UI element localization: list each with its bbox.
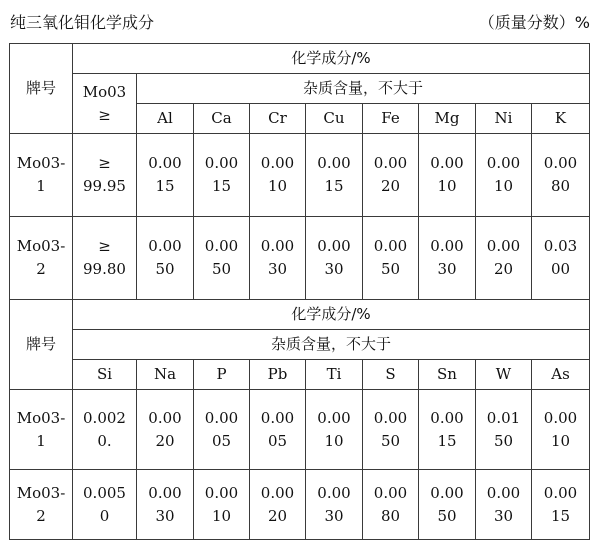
value-cell: 0.005 0 [73, 470, 137, 540]
value-cell: 0.00 20 [250, 470, 306, 540]
value-cell: 0.00 50 [194, 217, 250, 300]
grade-cell: Mo03- 2 [10, 217, 73, 300]
main-content-cell: ≥ 99.80 [73, 217, 137, 300]
value-cell: 0.00 30 [306, 217, 363, 300]
value-cell: 0.00 20 [137, 390, 194, 470]
composition-table [9, 43, 590, 540]
element-header: Ti [306, 360, 363, 390]
value-cell: 0.00 10 [476, 134, 532, 217]
grade-cell: Mo03- 2 [10, 470, 73, 540]
value-cell: 0.00 10 [306, 390, 363, 470]
value-cell: 0.00 80 [532, 134, 590, 217]
element-header: Pb [250, 360, 306, 390]
value-cell: 0.00 50 [363, 217, 419, 300]
value-cell: 0.00 30 [306, 470, 363, 540]
value-cell: 0.00 20 [363, 134, 419, 217]
element-header: Fe [363, 104, 419, 134]
main-element-header: Mo03 ≥ [73, 74, 137, 134]
value-cell: 0.01 50 [476, 390, 532, 470]
element-header: Ca [194, 104, 250, 134]
value-cell: 0.00 15 [194, 134, 250, 217]
composition-header: 化学成分/% [73, 44, 590, 74]
document-heading [10, 10, 590, 38]
element-header: P [194, 360, 250, 390]
element-header: Ni [476, 104, 532, 134]
value-cell: 0.00 10 [250, 134, 306, 217]
grade-header: 牌号 [10, 44, 73, 134]
value-cell: 0.00 15 [532, 470, 590, 540]
element-header: Sn [419, 360, 476, 390]
value-cell: 0.00 50 [363, 390, 419, 470]
value-cell: 0.00 50 [137, 217, 194, 300]
element-header: Al [137, 104, 194, 134]
table-row [10, 217, 590, 300]
composition-header: 化学成分/% [73, 300, 590, 330]
value-cell: 0.00 30 [419, 217, 476, 300]
value-cell: 0.00 15 [306, 134, 363, 217]
element-header: Cr [250, 104, 306, 134]
value-cell: 0.00 10 [419, 134, 476, 217]
document-title: 纯三氧化钼化学成分 [10, 13, 155, 32]
element-header: S [363, 360, 419, 390]
element-header: Si [73, 360, 137, 390]
value-cell: 0.00 05 [250, 390, 306, 470]
table-row [10, 134, 590, 217]
value-cell: 0.00 05 [194, 390, 250, 470]
element-header: W [476, 360, 532, 390]
impurity-header: 杂质含量，不大于 [137, 74, 590, 104]
value-cell: 0.00 80 [363, 470, 419, 540]
grade-cell: Mo03- 1 [10, 390, 73, 470]
value-cell: 0.00 20 [476, 217, 532, 300]
element-header: As [532, 360, 590, 390]
value-cell: 0.00 30 [137, 470, 194, 540]
value-cell: 0.00 10 [194, 470, 250, 540]
value-cell: 0.00 10 [532, 390, 590, 470]
value-cell: 0.00 15 [419, 390, 476, 470]
element-header: Cu [306, 104, 363, 134]
main-content-cell: ≥ 99.95 [73, 134, 137, 217]
grade-cell: Mo03- 1 [10, 134, 73, 217]
value-cell: 0.00 50 [419, 470, 476, 540]
element-header: K [532, 104, 590, 134]
value-cell: 0.00 30 [250, 217, 306, 300]
unit-note: （质量分数）% [478, 13, 590, 32]
value-cell: 0.00 30 [476, 470, 532, 540]
impurity-header: 杂质含量，不大于 [73, 330, 590, 360]
value-cell: 0.00 15 [137, 134, 194, 217]
table-row [10, 470, 590, 540]
value-cell: 0.03 00 [532, 217, 590, 300]
element-header: Na [137, 360, 194, 390]
element-header: Mg [419, 104, 476, 134]
grade-header: 牌号 [10, 300, 73, 390]
table-row [10, 390, 590, 470]
value-cell: 0.002 0. [73, 390, 137, 470]
